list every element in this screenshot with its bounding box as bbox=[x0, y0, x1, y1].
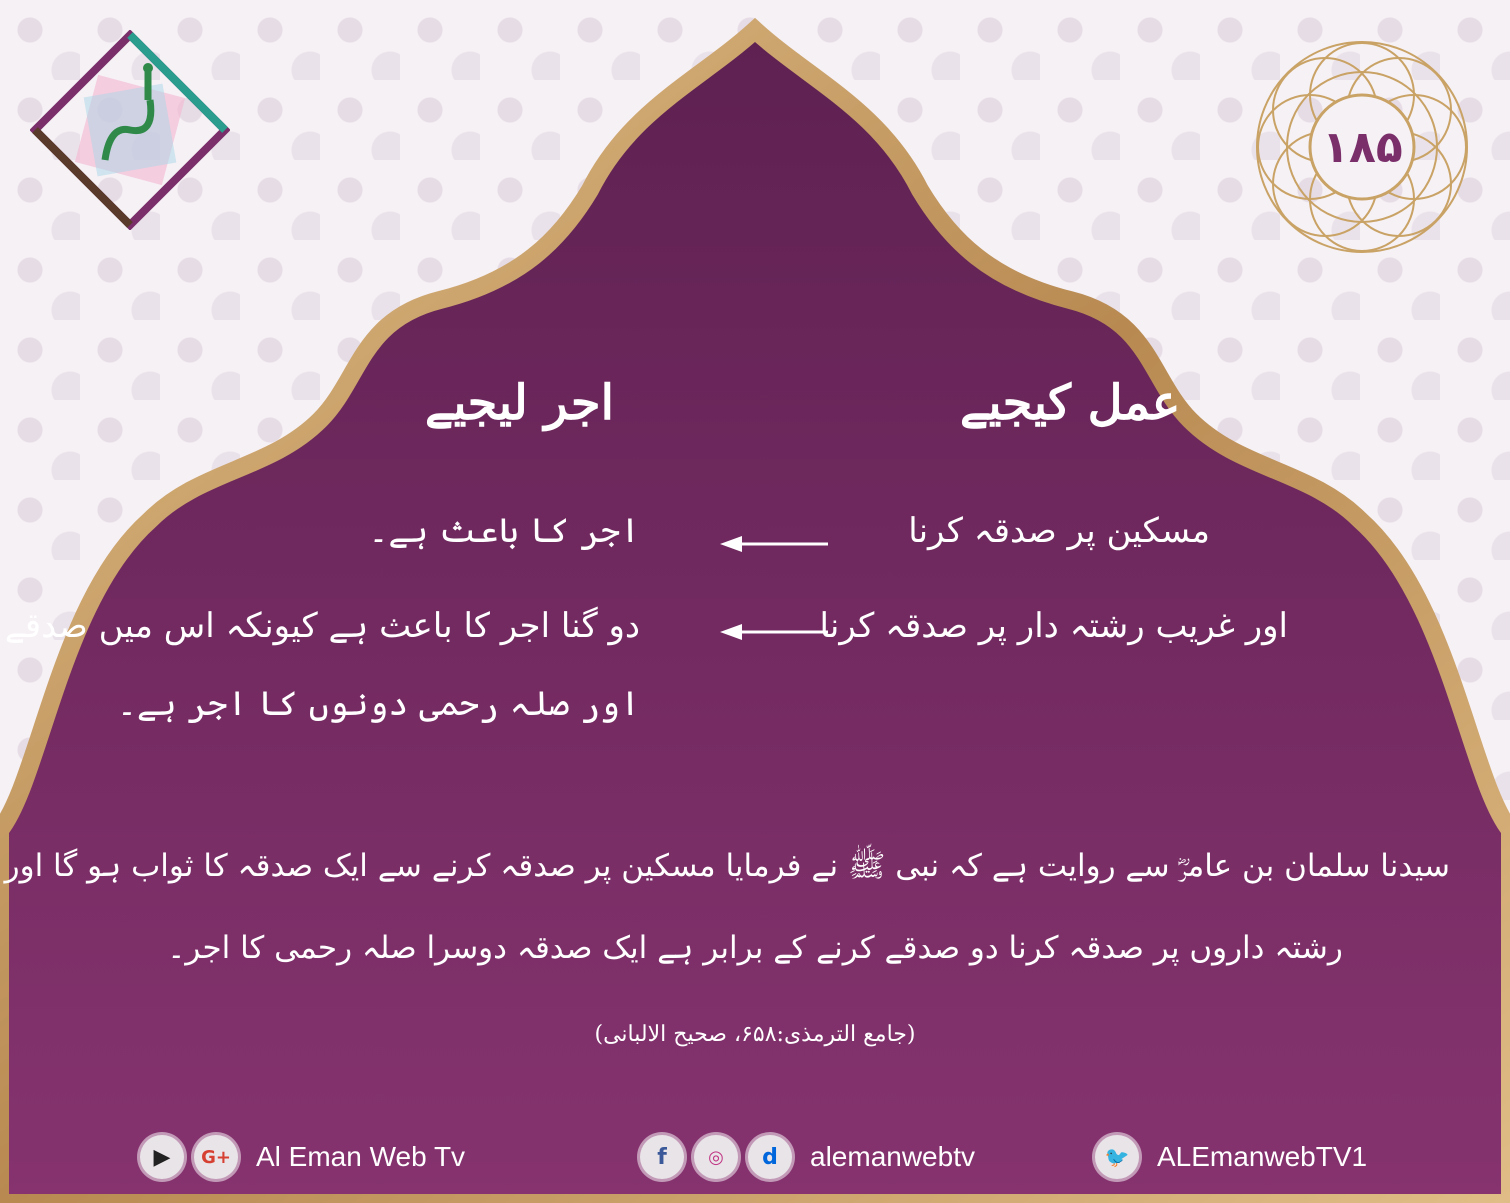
row1-action: مسکین پر صدقہ کرنا bbox=[908, 511, 1210, 551]
twitter-handle[interactable]: ALEmanwebTV1 bbox=[1157, 1141, 1368, 1172]
social-group-right bbox=[1095, 1135, 1367, 1179]
channel-name[interactable]: Al Eman Web Tv bbox=[256, 1141, 466, 1172]
facebook-icon[interactable]: f bbox=[640, 1135, 684, 1179]
hadith-reference: (جامع الترمذی:۶۵۸، صحیح الالبانی) bbox=[594, 1022, 916, 1047]
row2-reward-line1: دو گنا اجر کا باعث ہے کیونکہ اس میں صدقے bbox=[4, 606, 640, 646]
row1-reward: اجر کا باعث ہے۔ bbox=[368, 511, 640, 551]
al-eman-logo bbox=[30, 30, 230, 230]
dailymotion-icon[interactable]: d bbox=[748, 1135, 792, 1179]
google-plus-icon[interactable]: G+ bbox=[194, 1135, 238, 1179]
heading-take-reward: اجر لیجیے bbox=[425, 375, 614, 431]
instagram-icon[interactable]: ◎ bbox=[694, 1135, 738, 1179]
row2-reward-line2: اور صلہ رحمی دونوں کا اجر ہے۔ bbox=[116, 684, 640, 724]
twitter-icon[interactable]: 🐦 bbox=[1095, 1135, 1139, 1179]
post-number: ۱۸۵ bbox=[1322, 122, 1403, 173]
hadith-line-2: رشتہ داروں پر صدقہ کرنا دو صدقے کرنے کے برابر ہے ایک صدقہ دوسرا صلہ رحمی کا اجر۔ bbox=[167, 930, 1343, 966]
arrow-left-icon bbox=[720, 622, 830, 642]
arrow-left-icon bbox=[720, 534, 830, 554]
hadith-line-1: سیدنا سلمان بن عامرؓ سے روایت ہے کہ نبی ﷺ نے فرمایا مسکین پر صدقہ کرنے سے ایک صدقہ کا ثواب ہو گا اور bbox=[4, 848, 1450, 884]
social-group-left bbox=[140, 1135, 465, 1179]
social-group-middle bbox=[640, 1135, 975, 1179]
youtube-icon[interactable]: ▶ bbox=[140, 1135, 184, 1179]
row2-action: اور غریب رشتہ دار پر صدقہ کرنا bbox=[819, 606, 1288, 646]
handle-label[interactable]: alemanwebtv bbox=[810, 1141, 975, 1172]
heading-do-deed: عمل کیجیے bbox=[960, 375, 1181, 431]
